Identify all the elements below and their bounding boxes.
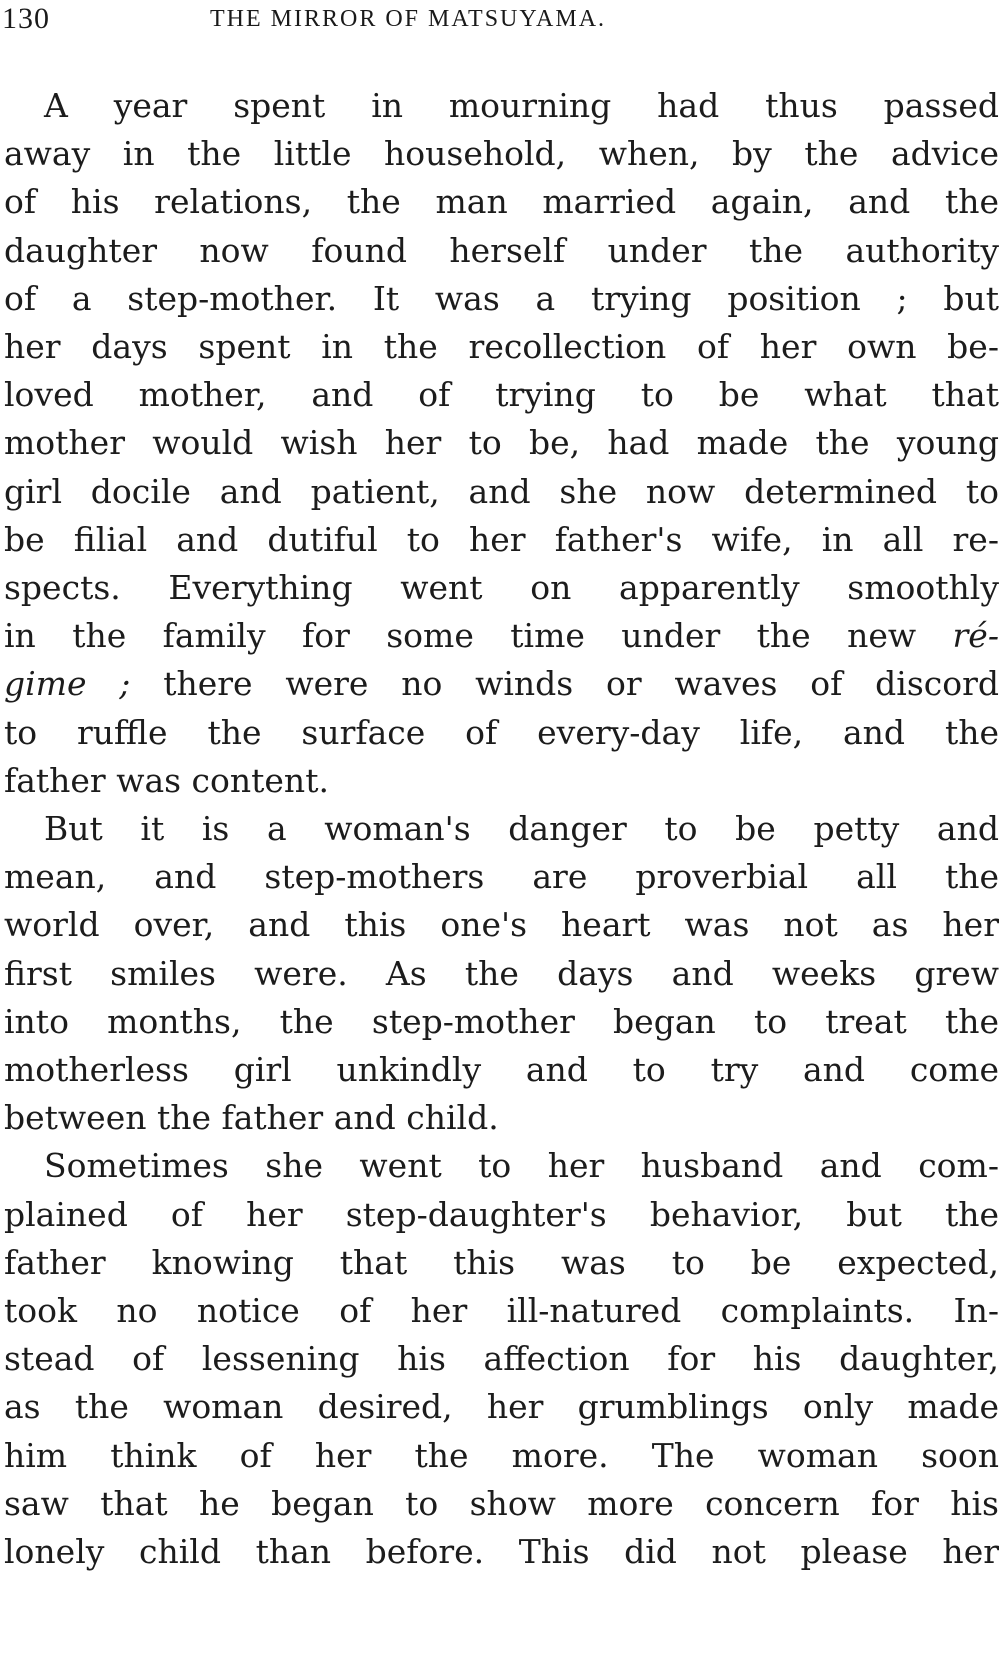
text-line: him think of her the more. The woman soon bbox=[4, 1435, 999, 1475]
text-line: to ruffle the surface of every-day life, and the bbox=[4, 712, 999, 752]
text-line: away in the little household, when, by the advice bbox=[4, 134, 999, 174]
page-number: 130 bbox=[2, 2, 50, 35]
text-line: spects. Everything went on apparently smoothly bbox=[4, 568, 999, 608]
text-line: daughter now found herself under the authority bbox=[4, 230, 999, 270]
text-line: father knowing that this was to be expected, bbox=[4, 1242, 999, 1282]
text-line: between the father and child. bbox=[4, 1098, 499, 1138]
paragraph-1 bbox=[4, 82, 999, 805]
text-line: of his relations, the man married again, and the bbox=[4, 182, 999, 222]
text-line: in the family for some time under the new ré- bbox=[4, 616, 999, 656]
text-line: as the woman desired, her grumblings only made bbox=[4, 1387, 999, 1427]
text-line: be filial and dutiful to her father's wife, in all re- bbox=[4, 519, 999, 559]
italic-term: ré- bbox=[952, 616, 999, 656]
text-line: A year spent in mourning had thus passed bbox=[44, 86, 999, 125]
text-line: stead of lessening his affection for his daughter, bbox=[4, 1339, 999, 1379]
paragraph-3 bbox=[4, 1142, 999, 1576]
text-line: Sometimes she went to her husband and com- bbox=[44, 1146, 999, 1186]
text-line: her days spent in the recollection of her own be- bbox=[4, 327, 999, 367]
paragraph-2 bbox=[4, 805, 999, 1142]
text-line: father was content. bbox=[4, 760, 329, 800]
text-line: first smiles were. As the days and weeks grew bbox=[4, 953, 999, 993]
italic-term: gime ; bbox=[4, 664, 131, 704]
text-line: into months, the step-mother began to treat the bbox=[4, 1001, 999, 1041]
text-line: world over, and this one's heart was not as her bbox=[4, 905, 999, 945]
body-text bbox=[4, 82, 999, 1576]
text-line: saw that he began to show more concern for his bbox=[4, 1483, 999, 1523]
running-title: THE MIRROR OF MATSUYAMA. bbox=[210, 6, 607, 32]
text-line: of a step-mother. It was a trying position ; but bbox=[4, 278, 999, 318]
text-line: mean, and step-mothers are proverbial all the bbox=[4, 857, 999, 897]
text-line: girl docile and patient, and she now determined to bbox=[4, 471, 999, 511]
text-line: lonely child than before. This did not please her bbox=[4, 1532, 999, 1572]
text-line: gime ; there were no winds or waves of discord bbox=[4, 664, 999, 704]
page-header bbox=[0, 2, 1005, 42]
text-line: loved mother, and of trying to be what that bbox=[4, 375, 999, 415]
text-line: plained of her step-daughter's behavior, but the bbox=[4, 1194, 999, 1234]
text-line: But it is a woman's danger to be petty and bbox=[44, 809, 999, 849]
text-line: mother would wish her to be, had made the young bbox=[4, 423, 999, 463]
text-line: motherless girl unkindly and to try and come bbox=[4, 1050, 999, 1090]
text-line: took no notice of her ill-natured complaints. In- bbox=[4, 1291, 999, 1331]
